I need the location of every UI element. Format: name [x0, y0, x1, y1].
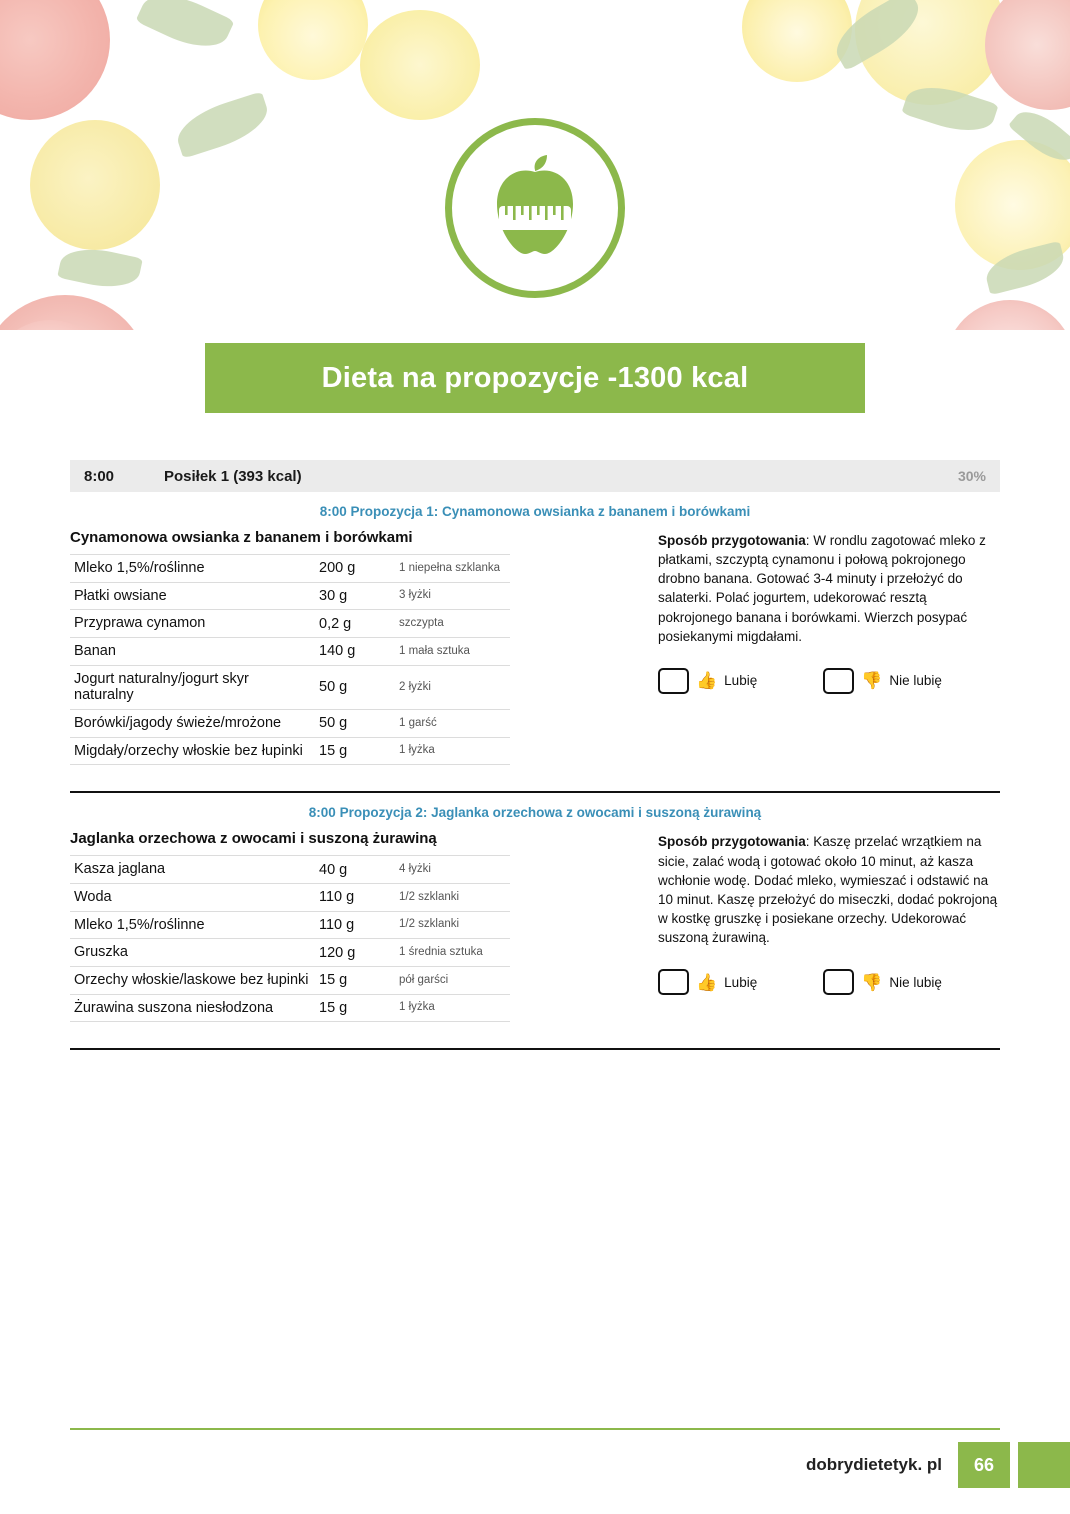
like-option-1[interactable] — [658, 668, 757, 694]
footer-endcap — [1018, 1442, 1070, 1488]
meal-name: Posiłek 1 (393 kcal) — [164, 467, 302, 485]
proposal-divider — [70, 1048, 1000, 1050]
ingredient-qty: 40 g — [315, 856, 395, 884]
like-label: Lubię — [724, 974, 758, 990]
proposal-1-ingredients-column — [70, 529, 630, 765]
table-row — [70, 967, 510, 995]
ingredient-measure: pół garści — [395, 967, 510, 995]
ingredient-qty: 50 g — [315, 710, 395, 738]
ingredient-measure: 1/2 szklanki — [395, 911, 510, 939]
brand-logo — [0, 118, 1070, 298]
dislike-label: Nie lubię — [889, 974, 942, 990]
ingredient-name: Płatki owsiane — [70, 582, 315, 610]
ingredient-measure: 1/2 szklanki — [395, 884, 510, 912]
fruit-grapefruit-slice-right — [945, 300, 1070, 330]
dislike-checkbox[interactable] — [823, 969, 854, 995]
proposal-2-ingredients-table — [70, 855, 510, 1022]
preparation-text: : Kaszę przelać wrzątkiem na sicie, zalać wodą i gotować około 10 minut, aż kasza wchłonie wodę. Dodać mleko, wymieszać i odstawić na 10 minut. Kaszę przełożyć do miseczki, dodać pokrojoną w kostkę gruszkę i posiekane orzechy. Udekorować suszoną żurawiną. — [658, 834, 998, 946]
fruit-lemon-slice-top — [258, 0, 368, 80]
ingredient-measure: 1 garść — [395, 710, 510, 738]
footer-site: dobrydietetyk. pl — [805, 1455, 942, 1474]
ingredient-measure: 3 łyżki — [395, 582, 510, 610]
ingredient-measure: 4 łyżki — [395, 856, 510, 884]
table-row — [70, 939, 510, 967]
preparation-text: : W rondlu zagotować mleko z płatkami, szczyptą cynamonu i połową pokrojonego drobno banana. Gotować 3-4 minuty i przełożyć do salaterki. Polać jogurtem, udekorować resztą pokrojonego banana i borówkami. Wierzch posypać posiekanymi migdałami. — [658, 533, 986, 644]
proposal-1-label: 8:00 Propozycja 1: Cynamonowa owsianka z bananem i borówkami — [319, 504, 751, 519]
ingredient-name: Migdały/orzechy włoskie bez łupinki — [70, 737, 315, 765]
ingredient-name: Banan — [70, 638, 315, 666]
ingredient-qty: 30 g — [315, 582, 395, 610]
proposal-2-label: 8:00 Propozycja 2: Jaglanka orzechowa z owocami i suszoną żurawiną — [308, 805, 762, 821]
ingredient-name: Kasza jaglana — [70, 856, 315, 884]
ingredient-name: Jogurt naturalny/jogurt skyr naturalny — [70, 665, 315, 709]
ingredient-qty: 110 g — [315, 884, 395, 912]
page-number: 66 — [958, 1442, 1010, 1488]
decorative-header-band — [0, 0, 1070, 330]
proposal-1 — [70, 529, 1000, 765]
proposal-1-ingredients-table — [70, 554, 510, 765]
table-row — [70, 884, 510, 912]
ingredient-qty: 15 g — [315, 967, 395, 995]
proposal-divider — [70, 791, 1000, 793]
ingredient-qty: 200 g — [315, 555, 395, 583]
ingredient-name: Mleko 1,5%/roślinne — [70, 911, 315, 939]
proposal-1-preparation — [658, 531, 1000, 646]
meal-percent: 30% — [957, 468, 986, 484]
dislike-option-2[interactable] — [823, 969, 942, 995]
apple-measuring-tape-icon — [475, 148, 595, 268]
table-row — [70, 582, 510, 610]
ingredient-qty: 110 g — [315, 911, 395, 939]
proposal-2-preparation — [658, 832, 1000, 947]
meal-header — [70, 460, 1000, 492]
thumbs-down-icon: 👎 — [861, 671, 883, 691]
table-row — [70, 737, 510, 765]
ingredient-qty: 120 g — [315, 939, 395, 967]
fruit-lemon-midleft — [360, 10, 480, 120]
table-row — [70, 710, 510, 738]
meal-content — [0, 460, 1070, 1050]
preparation-label: Sposób przygotowania — [658, 834, 806, 850]
page-footer — [0, 1442, 1070, 1488]
ingredient-qty: 15 g — [315, 737, 395, 765]
thumbs-up-icon: 👍 — [696, 671, 718, 691]
table-row — [70, 638, 510, 666]
ingredient-name: Żurawina suszona niesłodzona — [70, 994, 315, 1022]
table-row — [70, 665, 510, 709]
leaf-icon — [135, 0, 234, 59]
like-checkbox[interactable] — [658, 668, 689, 694]
ingredient-name: Mleko 1,5%/roślinne — [70, 555, 315, 583]
table-row — [70, 555, 510, 583]
ingredient-measure: 1 łyżka — [395, 994, 510, 1022]
ingredient-qty: 140 g — [315, 638, 395, 666]
like-checkbox[interactable] — [658, 969, 689, 995]
proposal-1-preparation-column — [658, 529, 1000, 765]
proposal-1-rating-row — [658, 668, 1000, 694]
ingredient-name: Orzechy włoskie/laskowe bez łupinki — [70, 967, 315, 995]
fruit-grapefruit-topright — [985, 0, 1070, 110]
proposal-1-recipe-title: Cynamonowa owsianka z bananem i borówkami — [70, 529, 413, 546]
ingredient-qty: 0,2 g — [315, 610, 395, 638]
ingredient-measure: 1 niepełna szklanka — [395, 555, 510, 583]
proposal-2 — [70, 830, 1000, 1022]
fruit-lemon-slice-topright — [742, 0, 852, 82]
dislike-label: Nie lubię — [889, 673, 942, 689]
thumbs-down-icon: 👎 — [861, 972, 883, 992]
table-row — [70, 994, 510, 1022]
fruit-grapefruit-topleft — [0, 0, 110, 120]
like-label: Lubię — [724, 673, 758, 689]
ingredient-name: Przyprawa cynamon — [70, 610, 315, 638]
ingredient-name: Gruszka — [70, 939, 315, 967]
ingredient-qty: 15 g — [315, 994, 395, 1022]
preparation-label: Sposób przygotowania — [658, 533, 806, 548]
table-row — [70, 856, 510, 884]
proposal-2-rating-row — [658, 969, 1000, 995]
like-option-2[interactable] — [658, 969, 757, 995]
proposal-2-preparation-column — [658, 830, 1000, 1022]
ingredient-measure: szczypta — [395, 610, 510, 638]
ingredient-measure: 1 łyżka — [395, 737, 510, 765]
table-row — [70, 610, 510, 638]
page-title-banner — [205, 343, 865, 413]
table-row — [70, 911, 510, 939]
footer-rule — [70, 1428, 1000, 1430]
meal-time: 8:00 — [84, 467, 115, 485]
logo-circle — [445, 118, 625, 298]
ingredient-measure: 1 średnia sztuka — [395, 939, 510, 967]
thumbs-up-icon: 👍 — [696, 972, 718, 992]
ingredient-measure: 1 mała sztuka — [395, 638, 510, 666]
proposal-2-recipe-title: Jaglanka orzechowa z owocami i suszoną żurawiną — [70, 830, 437, 848]
proposal-2-ingredients-column — [70, 830, 630, 1022]
dislike-checkbox[interactable] — [823, 668, 854, 694]
ingredient-qty: 50 g — [315, 665, 395, 709]
page-title: Dieta na propozycje -1300 kcal — [321, 361, 749, 394]
dislike-option-1[interactable] — [823, 668, 942, 694]
ingredient-measure: 2 łyżki — [395, 665, 510, 709]
ingredient-name: Woda — [70, 884, 315, 912]
ingredient-name: Borówki/jagody świeże/mrożone — [70, 710, 315, 738]
